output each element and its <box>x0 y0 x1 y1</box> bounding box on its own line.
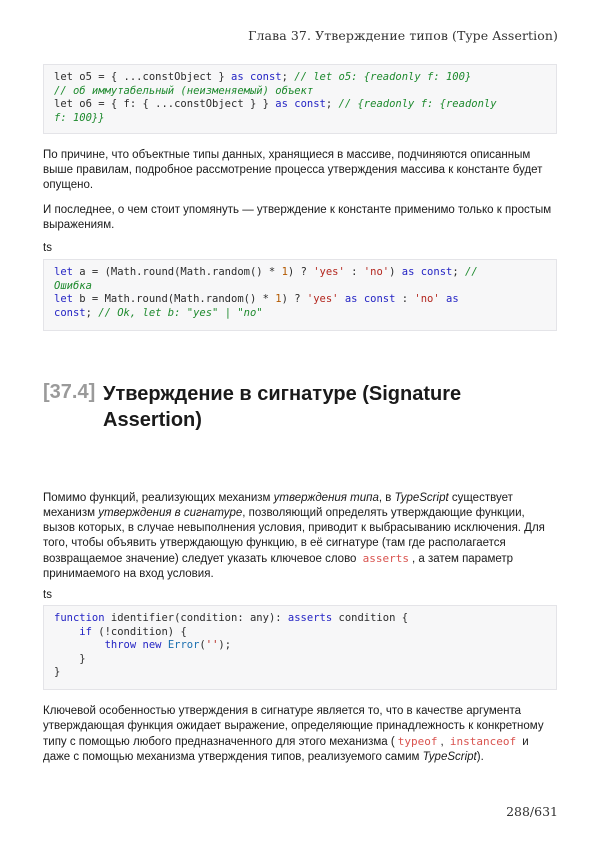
code-block-object-const <box>43 64 557 134</box>
page-number: 288/631 <box>506 804 558 819</box>
code-line: // об иммутабельный (неизменяемый) объект <box>54 84 314 97</box>
code-line: f: 100}} <box>54 111 105 124</box>
paragraph-signature-assertion: Помимо функций, реализующих механизм утверждения типа, в TypeScript существует механизм утверждения в сигнатуре, позволяющий определять утверждающие функции, вызов которых, в случае невыполнения условия, приводит к выбрасыванию исключения. Для того, чтобы объявить утверждающую функцию, в её сигнатуре (там где располагается возвращаемое значение) следует указать ключевое слово asserts , а затем параметр принимаемого на вход условия. <box>43 492 545 580</box>
section-number: [37.4] <box>43 381 96 403</box>
code-line: let b = Math.round(Math.random() * 1) ? 'yes' as const : 'no' as <box>54 293 459 305</box>
code-line: if (!condition) { <box>79 625 187 638</box>
paragraph-arrays: По причине, что объектные типы данных, хранящиеся в массиве, подчиняются описанным выше правилам, подробное рассмотрение процесса утверждения массива к константе будет опущено. <box>43 149 543 191</box>
code-line: const; // Ok, let b: "yes" | "no" <box>54 306 263 319</box>
code-line: throw new Error(''); <box>104 639 232 651</box>
code-line: let o5 = { ...constObject } as const; // let o5: {readonly f: 100} <box>54 71 472 83</box>
code-language-label: ts <box>43 242 52 254</box>
code-line: let o6 = { f: { ...constObject } } as const; // {readonly f: {readonly <box>54 98 497 110</box>
code-line: Ошибка <box>54 279 92 292</box>
paragraph-assertion-arguments: Ключевой особенностью утверждения в сигнатуре является то, что в качестве аргумента утверждающая функция ожидает выражение, определяющие принадлежность к конкретному типу с помощью любого предназначенного для этого механизма ( typeof , instanceof и даже с помощью механизма утверждения типов, реализуемого самим TypeScript). <box>43 705 544 763</box>
code-block-const-expression <box>43 259 557 331</box>
running-header: Глава 37. Утверждение типов (Type Assertion) <box>248 28 558 43</box>
section-title: Утверждение в сигнатуре (Signature Assertion) <box>103 383 462 431</box>
inline-code-typeof: typeof <box>397 735 438 748</box>
code-line: let a = (Math.round(Math.random() * 1) ? 'yes' : 'no') as const; // <box>54 266 478 278</box>
inline-code-asserts: asserts <box>362 552 410 565</box>
inline-code-instanceof: instanceof <box>449 735 517 748</box>
paragraph-simple-expressions: И последнее, о чем стоит упомянуть — утверждение к константе применимо только к простым выражениям. <box>43 204 552 231</box>
code-line: } <box>54 666 61 678</box>
code-language-label: ts <box>43 589 52 601</box>
code-line: } <box>54 652 86 665</box>
code-block-asserts-function <box>43 605 557 690</box>
code-line: function identifier(condition: any): asserts condition { <box>54 612 409 624</box>
